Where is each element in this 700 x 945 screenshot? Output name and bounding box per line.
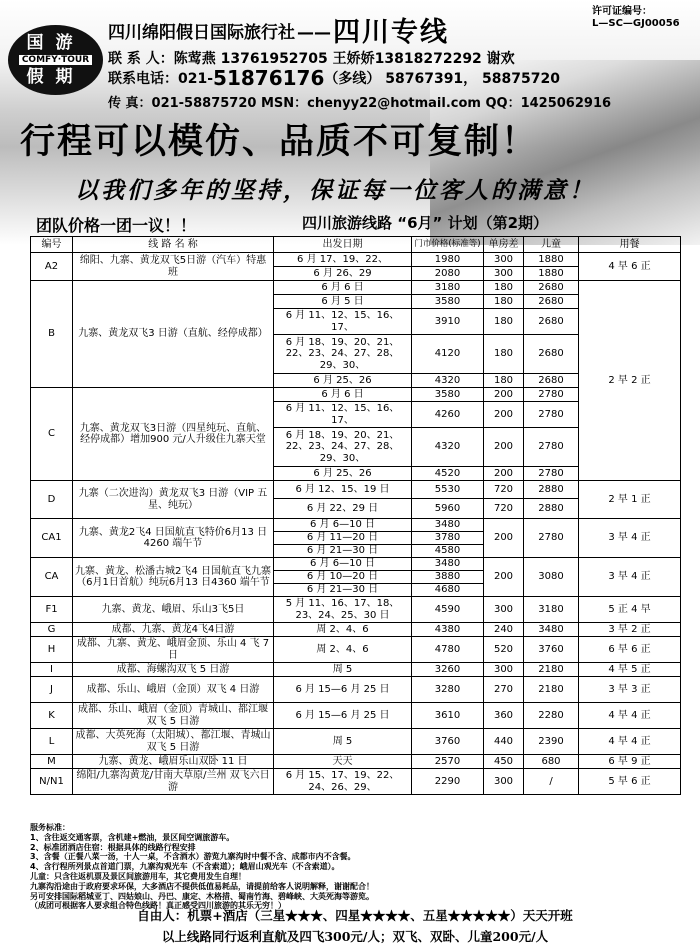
table-row [31,623,681,637]
single-supplement: 180 [484,374,524,388]
child-price: 2880 [524,481,579,499]
departure-date: 6 月 17、19、22、 [274,253,412,267]
departure-date: 6 月 6 日 [274,388,412,402]
departure-date: 周 2、4、6 [274,623,412,637]
free-traveler-offer: 自由人：机票+酒店（三星★★★、四星★★★★、五星★★★★★）天天开班 [137,908,573,923]
route-code: A2 [31,253,73,281]
child-price: 2780 [524,519,579,558]
departure-date: 6 月 21—30 日 [274,584,412,597]
notes-line: 九寨沟沿途由于政府要求环保，大多酒店不提供低值易耗品，请提前给客人说明解释，谢谢配合！ [30,881,374,891]
meal-plan: 4 早 6 正 [579,253,681,281]
route-code: L [31,729,73,755]
route-name: 九寨（二次进沟）黄龙双飞3 日游（VIP 五星、纯玩） [73,481,274,519]
route-name: 成都、海螺沟双飞 5 日游 [73,663,274,677]
child-price: 2180 [524,677,579,703]
retail-price: 5960 [412,499,484,519]
single-supplement: 180 [484,281,524,295]
departure-date: 6 月 25、26 [274,374,412,388]
single-supplement: 300 [484,663,524,677]
meal-plan: 2 早 1 正 [579,481,681,519]
route-code: N/N1 [31,769,73,795]
child-price: 2780 [524,428,579,467]
notes-line: 1、含往返交通客票，含机建+燃油，景区间空调旅游车。 [30,832,235,842]
route-name: 成都、大英死海（太阳城）、都江堰、青城山双飞 5 日游 [73,729,274,755]
departure-date: 6 月 11、12、15、16、17、 [274,402,412,428]
route-code: J [31,677,73,703]
contact-persons: 联 系 人：陈莺燕 13761952705 王娇娇13818272292 谢欢 [108,51,515,67]
header-single: 单房差 [484,237,524,253]
route-code: F1 [31,597,73,623]
retail-price: 2290 [412,769,484,795]
retail-price: 4320 [412,374,484,388]
phone-label: 联系电话：021- [108,71,214,87]
child-price: 3480 [524,623,579,637]
retail-price: 4380 [412,623,484,637]
retail-price: 3610 [412,703,484,729]
retail-price: 2570 [412,755,484,769]
notes-line: 服务标准： [30,823,70,832]
retail-price: 4320 [412,428,484,467]
child-price: 2390 [524,729,579,755]
departure-date: 周 5 [274,729,412,755]
retail-price: 4680 [412,584,484,597]
child-price: 3760 [524,637,579,663]
plan-title: 四川旅游线路 “6月” 计划（第2期） [302,214,549,232]
single-supplement: 300 [484,267,524,281]
route-name: 成都、九寨、黄龙、峨眉金顶、乐山 4 飞 7 日 [73,637,274,663]
notes-line: 3、含餐（正餐八菜一汤，十人一桌，不含酒水）游览九寨沟时中餐不含、成都市内不含餐。 [30,852,356,862]
single-supplement: 300 [484,769,524,795]
header-child: 儿童 [524,237,579,253]
departure-date: 6 月 22、29 日 [274,499,412,519]
route-code: B [31,281,73,388]
single-supplement: 200 [484,467,524,481]
route-code: G [31,623,73,637]
phone-main-number: 51876176 [213,66,325,90]
departure-date: 6 月 18、19、20、21、22、23、24、27、28、29、30、 [274,428,412,467]
meal-plan: 4 早 4 正 [579,729,681,755]
route-name: 绵阳/九寨沟黄龙/甘南大草原/兰州 双飞六日游 [73,769,274,795]
agency-name: 四川绵阳假日国际旅行社 [108,23,295,43]
logo-text-bottom: 假期 [26,67,85,87]
meal-plan: 6 早 9 正 [579,755,681,769]
departure-date: 6 月 15—6 月 25 日 [274,677,412,703]
route-name: 九寨、黄龙2飞4 日国航直飞特价6月13 日4260 端午节 [73,519,274,558]
single-supplement: 520 [484,637,524,663]
table-row [31,729,681,755]
header-code: 编号 [31,237,73,253]
contact-fax-msn-qq: 传 真：021-58875720 MSN：chenyy22@hotmail.com QQ：1425062916 [108,96,612,111]
table-row [31,677,681,703]
table-header-row [31,237,681,253]
retail-price: 3580 [412,295,484,309]
child-price: 3180 [524,597,579,623]
route-name: 九寨、黄龙双飞3日游（四星纯玩、直航、经停成都）增加900 元/人升级住九寨天堂 [73,388,274,481]
single-supplement: 200 [484,428,524,467]
retail-price: 3910 [412,309,484,335]
table-row [31,755,681,769]
departure-date: 6 月 18、19、20、21、22、23、24、27、28、29、30、 [274,335,412,374]
meal-plan: 3 早 3 正 [579,677,681,703]
retail-price: 3260 [412,663,484,677]
child-price: 1880 [524,253,579,267]
meal-plan: 5 早 6 正 [579,769,681,795]
agency-line-title: 四川专线 [333,17,449,48]
single-supplement: 270 [484,677,524,703]
route-code: K [31,703,73,729]
table-row [31,597,681,623]
meal-plan: 6 早 6 正 [579,637,681,663]
departure-date: 6 月 12、15、19 日 [274,481,412,499]
route-name: 成都、九寨、黄龙4飞4日游 [73,623,274,637]
route-code: C [31,388,73,481]
departure-date: 天天 [274,755,412,769]
agency-title [108,10,449,49]
retail-price: 1980 [412,253,484,267]
child-price: 2680 [524,309,579,335]
notes-line: 2、标准团酒店住宿：根据具体的线路行程安排 [30,842,196,852]
departure-date: 6 月 26、29 [274,267,412,281]
license-number: L—SC—GJ00056 [592,18,680,29]
retail-price: 3480 [412,519,484,532]
route-code: H [31,637,73,663]
child-price: 2780 [524,388,579,402]
retail-price: 3480 [412,558,484,571]
child-price: 2680 [524,374,579,388]
table-row [31,637,681,663]
child-price: 2780 [524,467,579,481]
header-price: 门市价格(标准等) [412,237,484,253]
route-code: D [31,481,73,519]
child-price: 2280 [524,703,579,729]
single-supplement: 720 [484,481,524,499]
contact-phones [108,66,560,90]
retail-price: 4780 [412,637,484,663]
retail-price: 4580 [412,545,484,558]
title-dash: —— [297,23,331,43]
meal-plan: 4 早 5 正 [579,663,681,677]
retail-price: 3880 [412,571,484,584]
meal-plan: 5 正 4 早 [579,597,681,623]
notes-line: （成团可根据客人要求组合特色线路！真正感受四川旅游的其乐无穷！） [30,901,286,911]
route-name: 九寨、黄龙、松潘古城2飞4 日国航直飞九寨（6月1日首航）纯玩6月13 日4360 端午节 [73,558,274,597]
retail-price: 5530 [412,481,484,499]
table-row [31,769,681,795]
child-price: 3080 [524,558,579,597]
departure-date: 6 月 25、26 [274,467,412,481]
single-supplement: 200 [484,558,524,597]
single-supplement: 240 [484,623,524,637]
retail-price: 4120 [412,335,484,374]
route-code: CA [31,558,73,597]
phone-others: （多线） 58767391， 58875720 [324,71,560,87]
meal-plan: 4 早 4 正 [579,703,681,729]
retail-price: 3180 [412,281,484,295]
route-name: 绵阳、九寨、黄龙双飞5日游（汽车）特惠班 [73,253,274,281]
route-code: CA1 [31,519,73,558]
meal-plan: 3 早 2 正 [579,623,681,637]
child-price: 2680 [524,335,579,374]
single-supplement: 180 [484,335,524,374]
header-meal: 用餐 [579,237,681,253]
sub-slogan: 以我们多年的坚持，保证每一位客人的满意！ [75,178,595,204]
retail-price: 4260 [412,402,484,428]
departure-date: 周 5 [274,663,412,677]
logo-text-mid: COMFY·TOUR [19,55,92,65]
retail-price: 2080 [412,267,484,281]
departure-date: 6 月 11—20 日 [274,532,412,545]
table-row [31,558,681,571]
child-price: 2780 [524,402,579,428]
route-name: 成都、乐山、峨眉（金顶）青城山、都江堰双飞 5 日游 [73,703,274,729]
departure-date: 6 月 15、17、19、22、24、26、29、 [274,769,412,795]
single-supplement: 450 [484,755,524,769]
header-route: 线 路 名 称 [73,237,274,253]
single-supplement: 720 [484,499,524,519]
departure-date: 6 月 6—10 日 [274,519,412,532]
table-row [31,481,681,499]
table-row [31,703,681,729]
notes-line: 4、含行程所列景点首道门票，九寨沟观光车（不含索道）；峨眉山观光车（不含索道）。 [30,862,340,872]
table-row [31,253,681,267]
retail-price: 3780 [412,532,484,545]
price-table [30,236,681,795]
route-name: 九寨、黄龙、峨眉、乐山3飞5日 [73,597,274,623]
departure-date: 周 2、4、6 [274,637,412,663]
departure-date: 5 月 11、16、17、18、23、24、25、30 日 [274,597,412,623]
main-slogan: 行程可以模仿、品质不可复制！ [20,121,539,162]
single-supplement: 440 [484,729,524,755]
child-price: / [524,769,579,795]
retail-price: 4520 [412,467,484,481]
single-supplement: 300 [484,597,524,623]
retail-price: 3760 [412,729,484,755]
meal-plan: 2 早 2 正 [579,281,681,481]
departure-date: 6 月 21—30 日 [274,545,412,558]
header-date: 出发日期 [274,237,412,253]
child-price: 1880 [524,267,579,281]
table-row [31,663,681,677]
departure-date: 6 月 6 日 [274,281,412,295]
departure-date: 6 月 15—6 月 25 日 [274,703,412,729]
table-row [31,281,681,295]
service-notes [30,823,680,911]
route-code: M [31,755,73,769]
single-supplement: 180 [484,309,524,335]
meal-plan: 3 早 4 正 [579,558,681,597]
departure-date: 6 月 5 日 [274,295,412,309]
child-price: 2680 [524,295,579,309]
retail-price: 3580 [412,388,484,402]
child-price: 2880 [524,499,579,519]
child-price: 680 [524,755,579,769]
departure-date: 6 月 6—10 日 [274,558,412,571]
route-name: 九寨、黄龙双飞3 日游（直航、经停成都） [73,281,274,388]
license-box [592,6,680,30]
single-supplement: 300 [484,253,524,267]
notes-line: 另可安排国际稻城亚丁、四姑娘山、丹巴、康定、木格措、蜀南竹海、碧峰峡、大英死海等游览。 [30,891,374,901]
single-supplement: 200 [484,519,524,558]
single-supplement: 360 [484,703,524,729]
meal-plan: 3 早 4 正 [579,519,681,558]
departure-date: 6 月 11、12、15、16、17、 [274,309,412,335]
single-supplement: 180 [484,295,524,309]
logo-text-top: 国游 [26,33,85,53]
child-price: 2680 [524,281,579,295]
departure-date: 6 月 10—20 日 [274,571,412,584]
route-name: 九寨、黄龙、峨眉乐山双卧 11 日 [73,755,274,769]
route-name: 成都、乐山、峨眉（金顶）双飞 4 日游 [73,677,274,703]
table-row [31,519,681,532]
license-label: 许可证编号： [592,6,652,17]
route-code: I [31,663,73,677]
retail-price: 4590 [412,597,484,623]
agency-logo [8,25,103,95]
single-supplement: 200 [484,402,524,428]
retail-price: 3280 [412,677,484,703]
rebate-note: 以上线路同行返利直航及四飞300元/人；双飞、双卧、儿童200元/人 [161,929,549,944]
notes-line: 儿童：只含往返机票及景区间旅游用车，其它费用发生自理！ [30,871,246,881]
child-price: 2180 [524,663,579,677]
single-supplement: 200 [484,388,524,402]
team-price-note: 团队价格一团一议！！ [36,216,197,235]
